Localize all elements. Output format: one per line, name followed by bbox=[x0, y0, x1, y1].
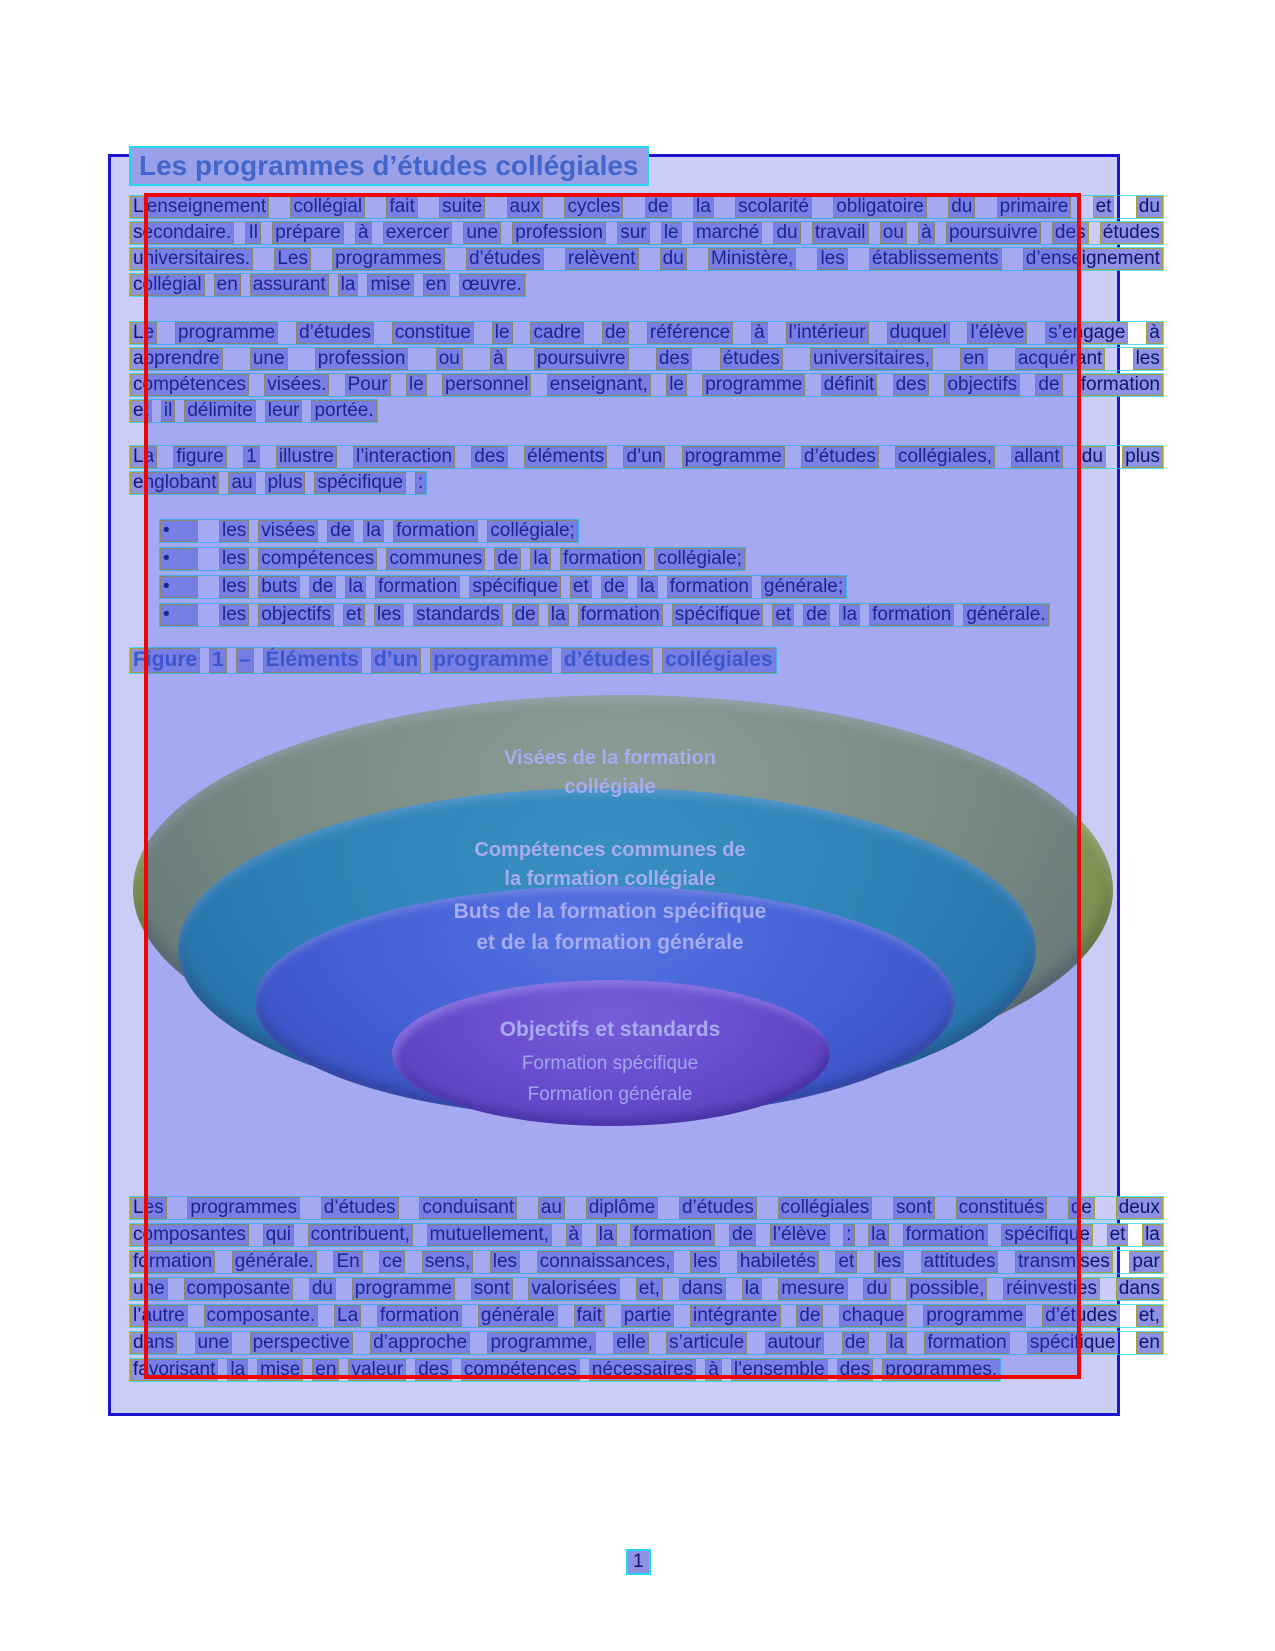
ocr-word[interactable]: programme bbox=[175, 322, 278, 344]
ocr-word[interactable]: de bbox=[729, 1224, 756, 1246]
ocr-word[interactable]: au bbox=[538, 1197, 565, 1219]
ocr-word[interactable]: dans bbox=[130, 1332, 177, 1354]
ocr-word[interactable]: fait bbox=[386, 196, 417, 218]
ocr-word[interactable]: qui bbox=[263, 1224, 294, 1246]
ocr-word[interactable]: scolarité bbox=[735, 196, 812, 218]
ocr-word[interactable]: standards bbox=[413, 604, 502, 626]
ocr-word[interactable]: de bbox=[842, 1332, 869, 1354]
ocr-word[interactable]: perspective bbox=[250, 1332, 353, 1354]
ocr-word[interactable]: formation bbox=[667, 576, 752, 598]
ocr-word[interactable]: mutuellement, bbox=[427, 1224, 552, 1246]
label-line: la formation collégiale bbox=[504, 868, 716, 890]
ocr-word[interactable]: études bbox=[1100, 222, 1163, 244]
ocr-word[interactable]: la bbox=[637, 576, 658, 598]
ocr-word[interactable]: formation bbox=[377, 1305, 462, 1327]
ocr-word[interactable]: programme, bbox=[487, 1332, 595, 1354]
ocr-word[interactable]: le bbox=[661, 222, 682, 244]
ocr-word[interactable]: diplôme bbox=[586, 1197, 659, 1219]
ocr-word[interactable]: s’engage bbox=[1045, 322, 1128, 344]
ocr-word[interactable]: de bbox=[803, 604, 830, 626]
ocr-word[interactable]: deux bbox=[1116, 1197, 1163, 1219]
ocr-word[interactable]: autour bbox=[765, 1332, 825, 1354]
ocr-word[interactable]: collégiales bbox=[778, 1197, 873, 1219]
ocr-word[interactable]: la bbox=[227, 1359, 248, 1381]
ocr-word[interactable]: mesure bbox=[778, 1278, 847, 1300]
ocr-word[interactable]: : bbox=[843, 1224, 854, 1246]
ocr-word[interactable]: formation bbox=[1078, 374, 1163, 396]
ocr-word[interactable]: des bbox=[656, 348, 693, 370]
ocr-word[interactable]: générale bbox=[478, 1305, 558, 1327]
ocr-word[interactable]: une bbox=[130, 1278, 168, 1300]
ocr-word[interactable]: la bbox=[596, 1224, 617, 1246]
ocr-word[interactable]: partie bbox=[621, 1305, 675, 1327]
ocr-word[interactable]: profession bbox=[315, 348, 409, 370]
ocr-word[interactable]: éléments bbox=[524, 446, 607, 468]
paragraph-2 bbox=[130, 322, 1163, 426]
ocr-word[interactable]: l’interaction bbox=[353, 446, 455, 468]
ocr-word[interactable]: collégiales, bbox=[895, 446, 995, 468]
ocr-word[interactable]: buts bbox=[258, 576, 300, 598]
label-line: Visées de la formation bbox=[504, 747, 716, 769]
ocr-word[interactable]: s’articule bbox=[666, 1332, 747, 1354]
ocr-word[interactable]: acquérant bbox=[1015, 348, 1106, 370]
ocr-word[interactable]: plus bbox=[265, 472, 306, 494]
ocr-word[interactable]: constitués bbox=[956, 1197, 1048, 1219]
ocr-word[interactable]: les bbox=[219, 604, 249, 626]
ocr-word[interactable]: L’enseignement bbox=[130, 196, 269, 218]
ocr-word[interactable]: visées. bbox=[264, 374, 329, 396]
ocr-line bbox=[160, 576, 846, 598]
ocr-word[interactable]: générale; bbox=[761, 576, 846, 598]
ocr-line bbox=[130, 1305, 1163, 1327]
label-buts bbox=[330, 896, 890, 958]
ocr-word[interactable]: des bbox=[837, 1359, 874, 1381]
document-title[interactable]: Les programmes d’études collégiales bbox=[129, 146, 649, 186]
ocr-word[interactable]: des bbox=[415, 1359, 452, 1381]
ocr-line bbox=[130, 248, 1163, 270]
ocr-word[interactable]: objectifs bbox=[944, 374, 1020, 396]
ocr-word[interactable]: à bbox=[751, 322, 768, 344]
ocr-word[interactable]: La bbox=[334, 1305, 361, 1327]
ocr-word[interactable]: l’élève bbox=[967, 322, 1027, 344]
ocr-word[interactable]: marché bbox=[693, 222, 762, 244]
ocr-word[interactable]: assurant bbox=[250, 274, 329, 296]
ocr-word[interactable]: du bbox=[863, 1278, 890, 1300]
ocr-line bbox=[160, 520, 578, 542]
ocr-word[interactable]: la bbox=[548, 604, 569, 626]
ocr-word[interactable]: d’études bbox=[321, 1197, 399, 1219]
ocr-word[interactable]: ce bbox=[379, 1251, 405, 1273]
ocr-word[interactable]: compétences bbox=[258, 548, 377, 570]
ocr-word[interactable]: secondaire. bbox=[130, 222, 234, 244]
ocr-word[interactable]: la bbox=[345, 576, 366, 598]
ocr-word[interactable]: conduisant bbox=[419, 1197, 517, 1219]
ocr-word[interactable]: d’un bbox=[371, 648, 421, 673]
ocr-word[interactable]: du bbox=[1136, 196, 1163, 218]
ocr-word[interactable]: primaire bbox=[997, 196, 1072, 218]
ocr-word[interactable]: à bbox=[1146, 322, 1163, 344]
ocr-word[interactable]: et bbox=[772, 604, 794, 626]
ocr-word[interactable]: formation bbox=[630, 1224, 715, 1246]
bullet-marker-icon[interactable]: • bbox=[160, 576, 198, 598]
ocr-word[interactable]: collégial bbox=[130, 274, 205, 296]
ocr-word[interactable]: programmes bbox=[332, 248, 445, 270]
ocr-word[interactable]: visées bbox=[258, 520, 318, 542]
ocr-word[interactable]: portée. bbox=[311, 400, 376, 422]
ocr-word[interactable]: le bbox=[492, 322, 513, 344]
ocr-line bbox=[130, 196, 1163, 218]
ocr-word[interactable]: référence bbox=[647, 322, 733, 344]
ocr-word[interactable]: il bbox=[161, 400, 175, 422]
ocr-word[interactable]: Les bbox=[130, 1197, 167, 1219]
ocr-word[interactable]: fait bbox=[574, 1305, 605, 1327]
ocr-word[interactable]: relèvent bbox=[565, 248, 639, 270]
ocr-word[interactable]: à bbox=[490, 348, 507, 370]
ocr-word[interactable]: les bbox=[1133, 348, 1163, 370]
ocr-word[interactable]: La bbox=[130, 446, 157, 468]
ocr-word[interactable]: la bbox=[338, 274, 359, 296]
label-formation-specifique: Formation spécifique bbox=[521, 1053, 699, 1074]
ocr-word[interactable]: spécifique bbox=[314, 472, 406, 494]
ocr-word[interactable]: de bbox=[327, 520, 354, 542]
ocr-word[interactable]: de bbox=[601, 576, 628, 598]
ocr-word[interactable]: compétences bbox=[461, 1359, 580, 1381]
ocr-word[interactable]: formation bbox=[375, 576, 460, 598]
ocr-word[interactable]: au bbox=[228, 472, 255, 494]
ocr-word[interactable]: Le bbox=[130, 322, 157, 344]
ocr-word[interactable]: à bbox=[918, 222, 935, 244]
ocr-word[interactable]: : bbox=[415, 472, 426, 494]
ocr-word[interactable]: chaque bbox=[839, 1305, 907, 1327]
ocr-word[interactable]: habiletés bbox=[737, 1251, 819, 1273]
ocr-word[interactable]: cycles bbox=[564, 196, 623, 218]
ocr-word[interactable]: exercer bbox=[383, 222, 452, 244]
page-number[interactable]: 1 bbox=[626, 1549, 651, 1575]
ocr-word[interactable]: Les bbox=[274, 248, 311, 270]
figure-caption bbox=[130, 648, 1163, 677]
ocr-line bbox=[130, 274, 525, 296]
paragraph-1 bbox=[130, 196, 1163, 300]
ocr-word[interactable]: et, bbox=[1136, 1305, 1163, 1327]
ocr-word[interactable]: communes bbox=[386, 548, 485, 570]
ocr-line bbox=[130, 1197, 1163, 1219]
ocr-word[interactable]: obligatoire bbox=[833, 196, 927, 218]
ocr-word[interactable]: des bbox=[471, 446, 508, 468]
ocr-word[interactable]: universitaires. bbox=[130, 248, 253, 270]
ocr-word[interactable]: attitudes bbox=[921, 1251, 999, 1273]
ocr-word[interactable]: de bbox=[494, 548, 521, 570]
ocr-word[interactable]: une bbox=[463, 222, 501, 244]
ocr-word[interactable]: elle bbox=[613, 1332, 649, 1354]
ocr-word[interactable]: des bbox=[893, 374, 930, 396]
ocr-word[interactable]: valeur bbox=[348, 1359, 406, 1381]
ocr-word[interactable]: d’enseignement bbox=[1023, 248, 1163, 270]
ocr-word[interactable]: illustre bbox=[276, 446, 337, 468]
ocr-word[interactable]: formation bbox=[869, 604, 954, 626]
ocr-word[interactable]: de bbox=[1035, 374, 1062, 396]
ocr-word[interactable]: le bbox=[666, 374, 687, 396]
ocr-word[interactable]: formation bbox=[560, 548, 645, 570]
ocr-word[interactable]: possible, bbox=[906, 1278, 987, 1300]
ocr-word[interactable]: par bbox=[1129, 1251, 1162, 1273]
ocr-word[interactable]: d’études bbox=[801, 446, 879, 468]
label-line: et de la formation générale bbox=[476, 931, 744, 954]
ocr-word[interactable]: à bbox=[355, 222, 372, 244]
ocr-line bbox=[130, 1251, 1163, 1273]
ocr-line bbox=[130, 348, 1163, 370]
label-visees bbox=[330, 744, 890, 802]
ocr-word[interactable]: d’études bbox=[679, 1197, 757, 1219]
ocr-word[interactable]: l’ensemble bbox=[731, 1359, 828, 1381]
ocr-word[interactable]: spécifique bbox=[1001, 1224, 1093, 1246]
ocr-word[interactable]: 1 bbox=[209, 648, 227, 673]
ocr-word[interactable]: la bbox=[839, 604, 860, 626]
ocr-word[interactable]: en bbox=[423, 274, 450, 296]
ocr-word[interactable]: – bbox=[236, 648, 254, 673]
ocr-word[interactable]: apprendre bbox=[130, 348, 223, 370]
ocr-word[interactable]: la bbox=[693, 196, 714, 218]
ocr-word[interactable]: d’un bbox=[623, 446, 665, 468]
ocr-word[interactable]: aux bbox=[507, 196, 544, 218]
ocr-word[interactable]: formation bbox=[903, 1224, 988, 1246]
ocr-word[interactable]: mise bbox=[257, 1359, 303, 1381]
ocr-word[interactable]: l’élève bbox=[770, 1224, 830, 1246]
ocr-word[interactable]: générale. bbox=[963, 604, 1048, 626]
ocr-word[interactable]: spécifique bbox=[672, 604, 764, 626]
ocr-word[interactable]: définit bbox=[821, 374, 878, 396]
ocr-word[interactable]: valorisées bbox=[528, 1278, 620, 1300]
ocr-word[interactable]: et bbox=[570, 576, 592, 598]
ocr-word[interactable]: collégial bbox=[290, 196, 365, 218]
ocr-word[interactable]: établissements bbox=[869, 248, 1002, 270]
ocr-word[interactable]: le bbox=[406, 374, 427, 396]
ocr-word[interactable]: l’intérieur bbox=[786, 322, 869, 344]
ocr-word[interactable]: ou bbox=[436, 348, 463, 370]
ocr-word[interactable]: spécifique bbox=[1027, 1332, 1119, 1354]
ocr-word[interactable]: études bbox=[720, 348, 783, 370]
ocr-word[interactable]: les bbox=[374, 604, 404, 626]
ocr-word[interactable]: englobant bbox=[130, 472, 219, 494]
ocr-word[interactable]: d’études bbox=[1042, 1305, 1120, 1327]
ocr-word[interactable]: Ministère, bbox=[708, 248, 796, 270]
label-objectifs: Objectifs et standards bbox=[499, 1018, 721, 1041]
ocr-word[interactable]: ou bbox=[880, 222, 907, 244]
bullet-marker-icon[interactable]: • bbox=[160, 548, 198, 570]
ocr-word[interactable]: du bbox=[309, 1278, 336, 1300]
ocr-word[interactable]: collégiale; bbox=[654, 548, 745, 570]
ocr-line bbox=[160, 548, 745, 570]
ocr-line bbox=[130, 400, 377, 422]
ocr-word[interactable]: les bbox=[690, 1251, 720, 1273]
ocr-word[interactable]: personnel bbox=[442, 374, 531, 396]
ocr-word[interactable]: en bbox=[960, 348, 987, 370]
ocr-word[interactable]: et bbox=[1093, 196, 1115, 218]
ocr-word[interactable]: programme bbox=[430, 648, 552, 673]
ocr-word[interactable]: programme bbox=[702, 374, 805, 396]
ocr-word[interactable]: sens, bbox=[422, 1251, 473, 1273]
bullet-list bbox=[160, 520, 1163, 632]
ocr-word[interactable]: constitue bbox=[392, 322, 474, 344]
ocr-line bbox=[130, 322, 1163, 344]
ocr-word[interactable]: une bbox=[250, 348, 288, 370]
ocr-word[interactable]: et bbox=[343, 604, 365, 626]
ocr-word[interactable]: en bbox=[214, 274, 241, 296]
ocr-word[interactable]: objectifs bbox=[258, 604, 334, 626]
ocr-word[interactable]: la bbox=[886, 1332, 907, 1354]
ocr-word[interactable]: Éléments bbox=[263, 648, 362, 673]
label-line: Buts de la formation spécifique bbox=[453, 900, 767, 923]
ocr-line bbox=[130, 1332, 1163, 1354]
ocr-word[interactable]: les bbox=[490, 1251, 520, 1273]
ocr-word[interactable]: de bbox=[645, 196, 672, 218]
ocr-word[interactable]: du bbox=[773, 222, 800, 244]
ocr-word[interactable]: d’approche bbox=[370, 1332, 470, 1354]
ocr-word[interactable]: formation bbox=[924, 1332, 1009, 1354]
ocr-word[interactable]: formation bbox=[578, 604, 663, 626]
ocr-word[interactable]: l’autre bbox=[130, 1305, 188, 1327]
ocr-word[interactable]: les bbox=[817, 248, 847, 270]
paragraph-3 bbox=[130, 446, 1163, 498]
ocr-word[interactable]: à bbox=[566, 1224, 583, 1246]
paragraph-bottom bbox=[130, 1197, 1163, 1386]
ocr-word[interactable]: composante. bbox=[204, 1305, 319, 1327]
ocr-word[interactable]: d’études bbox=[296, 322, 374, 344]
ocr-word[interactable]: œuvre. bbox=[459, 274, 525, 296]
ocr-word[interactable]: dans bbox=[1116, 1278, 1163, 1300]
ocr-line bbox=[130, 1224, 1163, 1246]
ocr-word[interactable]: prépare bbox=[272, 222, 344, 244]
ocr-word[interactable]: générale. bbox=[232, 1251, 317, 1273]
ocr-line bbox=[130, 648, 776, 673]
ocr-word[interactable]: des bbox=[1052, 222, 1089, 244]
ocr-word[interactable]: les bbox=[219, 576, 249, 598]
ocr-word[interactable]: programmes bbox=[187, 1197, 300, 1219]
ocr-word[interactable]: poursuivre bbox=[534, 348, 629, 370]
ocr-word[interactable]: programme bbox=[923, 1305, 1026, 1327]
ocr-word[interactable]: composante bbox=[184, 1278, 294, 1300]
ocr-word[interactable]: favorisant bbox=[130, 1359, 218, 1381]
ocr-word[interactable]: mise bbox=[367, 274, 413, 296]
ocr-word[interactable]: composantes bbox=[130, 1224, 249, 1246]
ocr-line bbox=[130, 1278, 1163, 1300]
ocr-word[interactable]: en bbox=[312, 1359, 339, 1381]
ocr-word[interactable]: collégiale; bbox=[487, 520, 578, 542]
ocr-line bbox=[130, 222, 1163, 244]
ocr-word[interactable]: délimite bbox=[184, 400, 255, 422]
ocr-word[interactable]: poursuivre bbox=[946, 222, 1041, 244]
ocr-word[interactable]: la bbox=[868, 1224, 889, 1246]
ocr-word[interactable]: intégrante bbox=[690, 1305, 781, 1327]
bullet-marker-icon[interactable]: • bbox=[160, 520, 198, 542]
ocr-word[interactable]: compétences bbox=[130, 374, 249, 396]
label-line: Compétences communes de bbox=[474, 839, 746, 861]
ocr-word[interactable]: dans bbox=[679, 1278, 726, 1300]
ocr-word[interactable]: et, bbox=[636, 1278, 663, 1300]
ocr-word[interactable]: la bbox=[363, 520, 384, 542]
ocr-word[interactable]: plus bbox=[1122, 446, 1163, 468]
ocr-word[interactable]: leur bbox=[265, 400, 303, 422]
ocr-word[interactable]: de bbox=[309, 576, 336, 598]
ocr-word[interactable]: programme bbox=[682, 446, 785, 468]
ocr-word[interactable]: les bbox=[219, 520, 249, 542]
ocr-word[interactable]: universitaires, bbox=[810, 348, 933, 370]
ocr-word[interactable]: nécessaires bbox=[589, 1359, 696, 1381]
ocr-word[interactable]: une bbox=[195, 1332, 233, 1354]
ocr-line bbox=[130, 1359, 1000, 1381]
ocr-word[interactable]: Figure bbox=[130, 648, 200, 673]
ocr-word[interactable]: du bbox=[948, 196, 975, 218]
label-line: collégiale bbox=[564, 776, 656, 798]
ocr-word[interactable]: programme bbox=[352, 1278, 455, 1300]
ocr-word[interactable]: d’études bbox=[466, 248, 544, 270]
ocr-word[interactable]: du bbox=[1079, 446, 1106, 468]
ocr-word[interactable]: En bbox=[333, 1251, 362, 1273]
ocr-line bbox=[130, 472, 426, 494]
ocr-word[interactable]: et bbox=[1107, 1224, 1129, 1246]
ocr-word[interactable]: enseignant, bbox=[547, 374, 651, 396]
ocr-word[interactable]: formation bbox=[130, 1251, 215, 1273]
ocr-word[interactable]: réinvesties bbox=[1003, 1278, 1100, 1300]
ocr-word[interactable]: de bbox=[796, 1305, 823, 1327]
ocr-word[interactable]: de bbox=[512, 604, 539, 626]
ocr-word[interactable]: de bbox=[1068, 1197, 1095, 1219]
ocr-word[interactable]: sont bbox=[471, 1278, 513, 1300]
ocr-word[interactable]: collégiales bbox=[662, 648, 775, 673]
ocr-word[interactable]: programmes. bbox=[882, 1359, 1000, 1381]
ocr-word[interactable]: profession bbox=[512, 222, 606, 244]
ocr-word[interactable]: sur bbox=[617, 222, 649, 244]
ocr-word[interactable]: de bbox=[602, 322, 629, 344]
ocr-word[interactable]: transmises bbox=[1015, 1251, 1113, 1273]
ocr-word[interactable]: figure bbox=[173, 446, 227, 468]
ocr-word[interactable]: formation bbox=[393, 520, 478, 542]
ocr-word[interactable]: 1 bbox=[243, 446, 260, 468]
ocr-word[interactable]: duquel bbox=[887, 322, 950, 344]
ocr-word[interactable]: suite bbox=[439, 196, 485, 218]
label-formation-generale: Formation générale bbox=[527, 1084, 693, 1105]
ocr-word[interactable]: travail bbox=[812, 222, 869, 244]
ocr-word[interactable]: les bbox=[219, 548, 249, 570]
ocr-line bbox=[130, 374, 1163, 396]
ocr-word[interactable]: Pour bbox=[345, 374, 391, 396]
ocr-word[interactable]: à bbox=[705, 1359, 722, 1381]
ocr-word[interactable]: d’études bbox=[561, 648, 653, 673]
ocr-line bbox=[130, 446, 1163, 468]
ocr-word[interactable]: les bbox=[874, 1251, 904, 1273]
ocr-word[interactable]: Il bbox=[245, 222, 261, 244]
ocr-word[interactable]: cadre bbox=[530, 322, 584, 344]
ocr-word[interactable]: la bbox=[1142, 1224, 1163, 1246]
bullet-marker-icon[interactable]: • bbox=[160, 604, 198, 626]
ocr-word[interactable]: la bbox=[742, 1278, 763, 1300]
ocr-word[interactable]: spécifique bbox=[469, 576, 561, 598]
ocr-word[interactable]: et bbox=[835, 1251, 857, 1273]
ocr-line bbox=[160, 604, 1049, 626]
label-competences bbox=[330, 836, 890, 894]
ocr-word[interactable]: du bbox=[660, 248, 687, 270]
ocr-word[interactable]: connaissances, bbox=[537, 1251, 674, 1273]
ocr-word[interactable]: contribuent, bbox=[308, 1224, 413, 1246]
ocr-word[interactable]: et bbox=[130, 400, 152, 422]
ocr-word[interactable]: allant bbox=[1011, 446, 1062, 468]
ocr-word[interactable]: la bbox=[530, 548, 551, 570]
ocr-word[interactable]: sont bbox=[893, 1197, 935, 1219]
ocr-word[interactable]: en bbox=[1136, 1332, 1163, 1354]
